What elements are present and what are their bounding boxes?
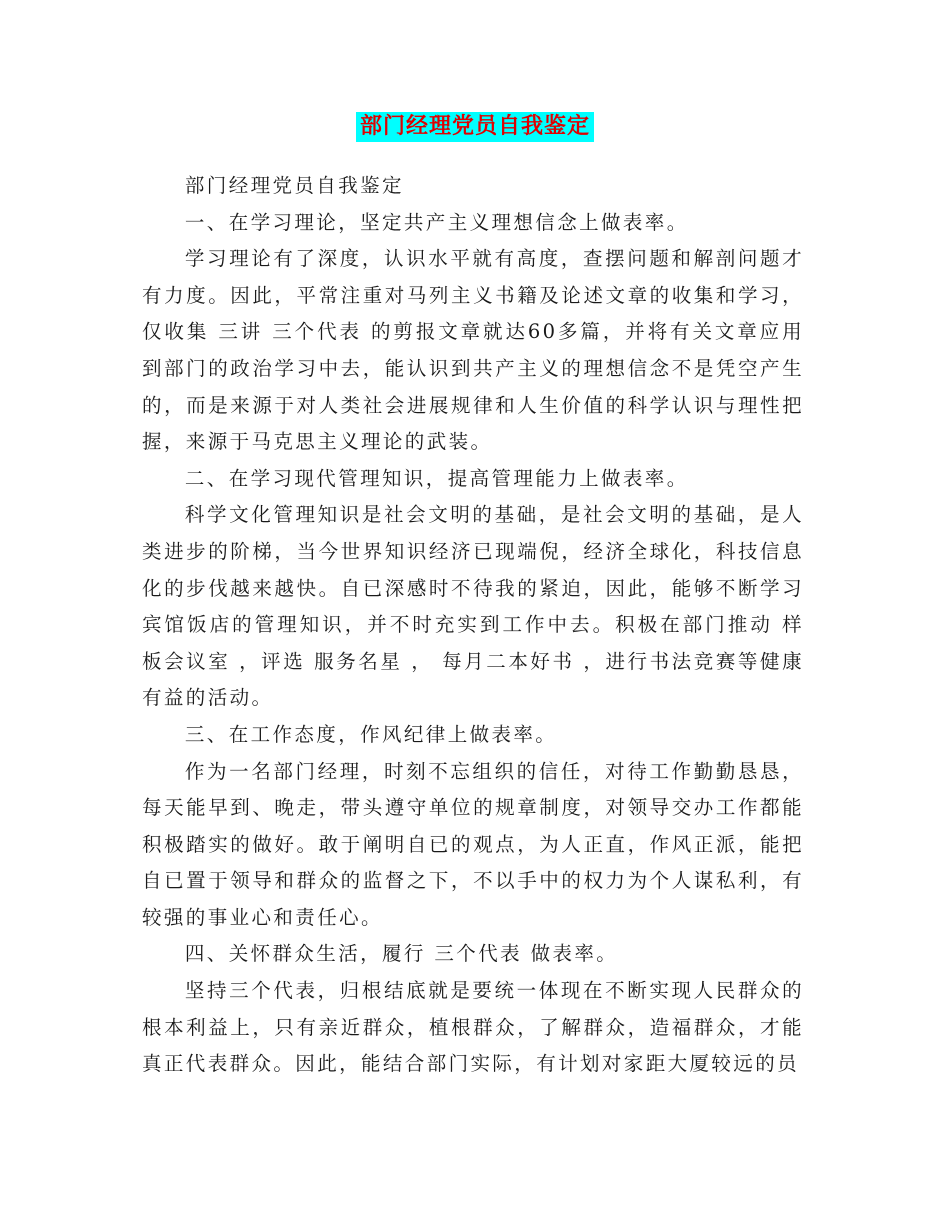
section-heading-3: 三、在工作态度，作风纪律上做表率。 (184, 722, 558, 746)
document-body (142, 168, 804, 1083)
document-title: 部门经理党员自我鉴定 (356, 112, 594, 142)
subtitle-paragraph: 部门经理党员自我鉴定 (184, 174, 404, 197)
body-paragraph-1: 学习理论有了深度，认识水平就有高度，查摆问题和解剖问题才有力度。因此，平常注重对马列主义书籍及论述文章的收集和学习，仅收集 三讲 三个代表 的剪报文章就达60多篇，并将有关文章应用到部门的政治学习中去，能认识到共产主义的理想信念不是凭空产生的，而是来源于对人类社会进展规律和人生价值的科学认识与理性把握，来源于马克思主义理论的武装。 (142, 247, 804, 454)
body-paragraph-3: 作为一名部门经理，时刻不忘组织的信任，对待工作勤勤恳恳，每天能早到、晚走，带头遵守单位的规章制度，对领导交办工作都能积极踏实的做好。敢于阐明自已的观点，为人正直，作风正派，能把自已置于领导和群众的监督之下，不以手中的权力为个人谋私利，有较强的事业心和责任心。 (142, 759, 804, 929)
body-paragraph-2: 科学文化管理知识是社会文明的基础，是社会文明的基础，是人类进步的阶梯，当今世界知识经济已现端倪，经济全球化，科技信息化的步伐越来越快。自已深感时不待我的紧迫，因此，能够不断学习宾馆饭店的管理知识，并不时充实到工作中去。积极在部门推动 样板会议室 ，评选 服务名星 ， 每月二本好书 ，进行书法竞赛等健康有益的活动。 (142, 503, 804, 710)
section-heading-1: 一、在学习理论，坚定共产主义理想信念上做表率。 (184, 210, 689, 234)
section-heading-2: 二、在学习现代管理知识，提高管理能力上做表率。 (184, 466, 689, 490)
body-paragraph-4: 坚持三个代表，归根结底就是要统一体现在不断实现人民群众的根本利益上，只有亲近群众，植根群众，了解群众，造福群众，才能真正代表群众。因此，能结合部门实际，有计划对家距大厦较远的员 (142, 979, 804, 1076)
title-container (0, 112, 950, 142)
section-heading-4: 四、关怀群众生活，履行 三个代表 做表率。 (184, 942, 619, 966)
